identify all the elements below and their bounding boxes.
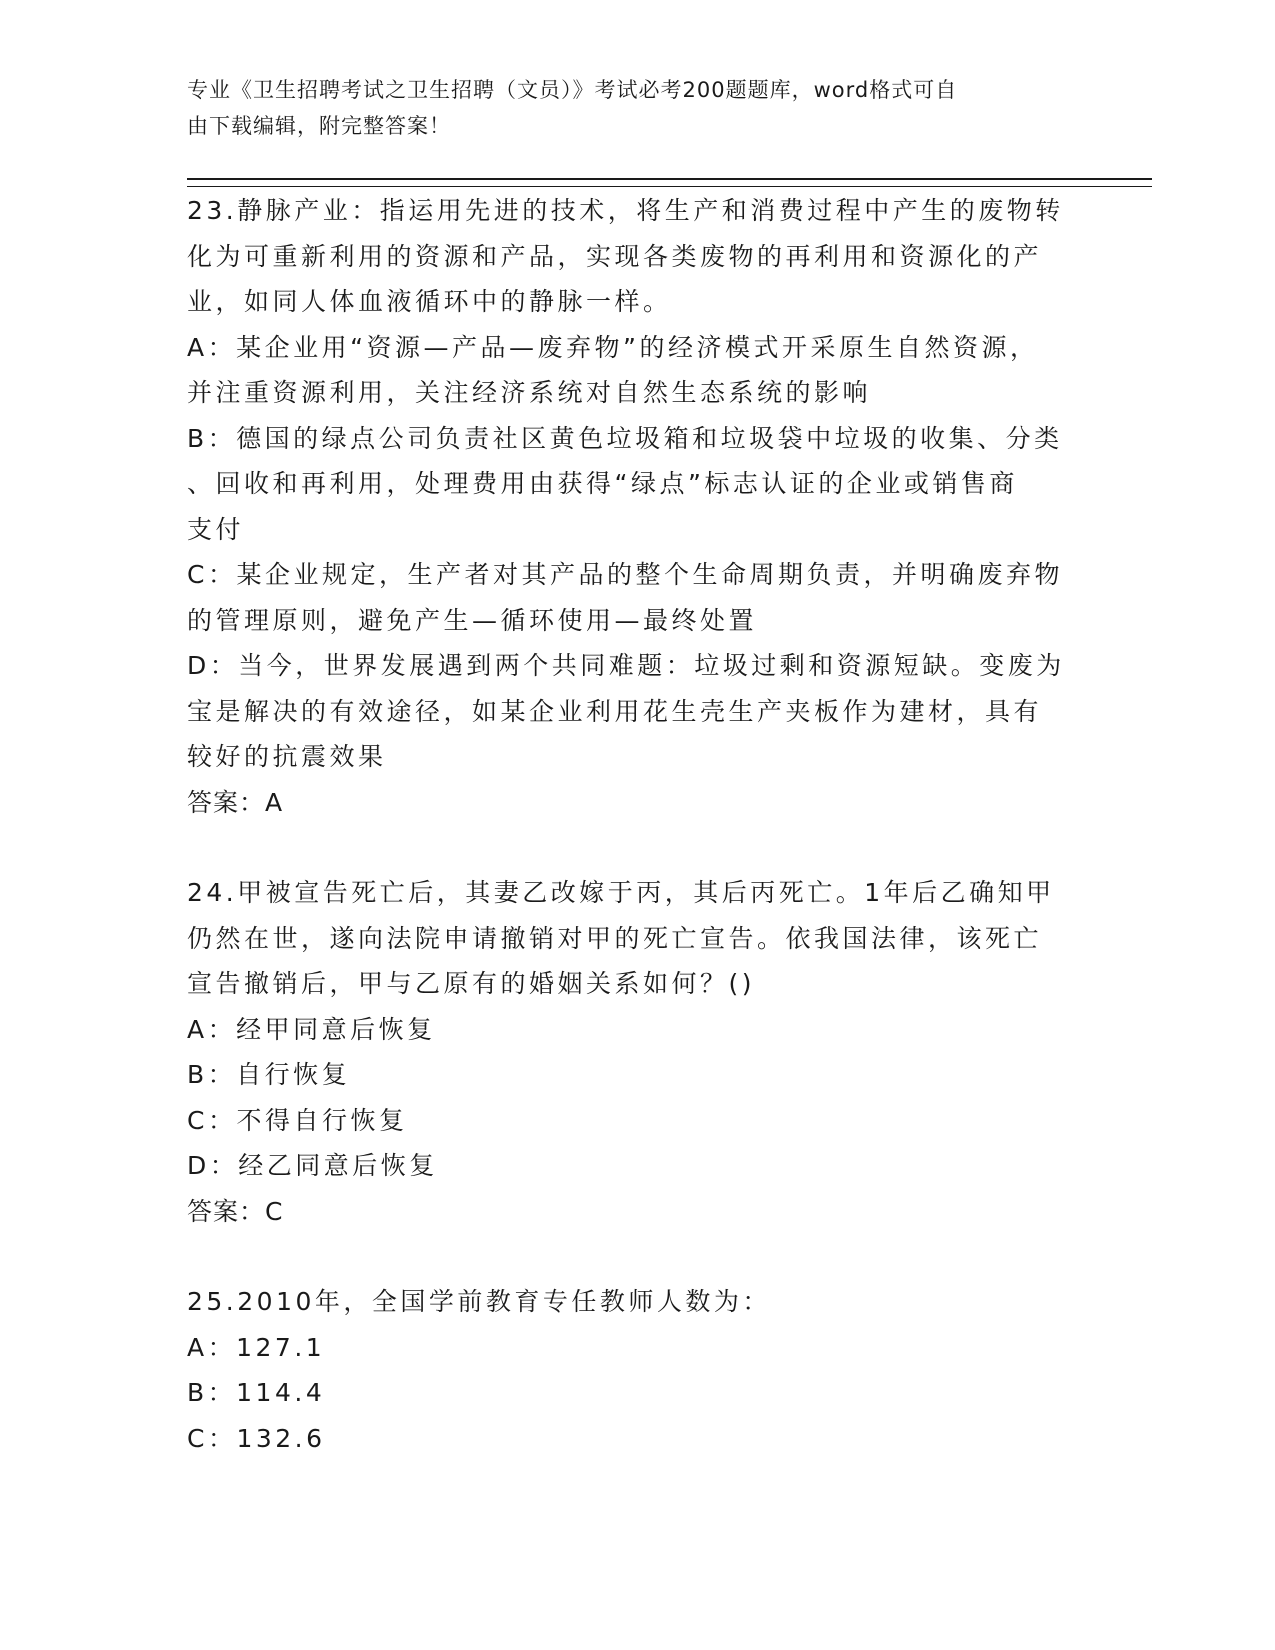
option-line: D：当今，世界发展遇到两个共同难题：垃圾过剩和资源短缺。变废为 xyxy=(187,651,1065,680)
question-stem-line: 25.2010年，全国学前教育专任教师人数为： xyxy=(187,1287,771,1316)
answer-line: 答案：A xyxy=(187,787,284,817)
option-line: 较好的抗震效果 xyxy=(187,742,387,771)
option-b: B：自行恢复 xyxy=(187,1060,351,1089)
question-stem-line: 24.甲被宣告死亡后，其妻乙改嫁于丙，其后丙死亡。1年后乙确知甲 xyxy=(187,878,1055,907)
option-c: C：132.6 xyxy=(187,1423,326,1453)
option-line: C：某企业规定，生产者对其产品的整个生命周期负责，并明确废弃物 xyxy=(187,560,1063,589)
option-a: A：127.1 xyxy=(187,1332,326,1362)
question-stem-line: 宣告撤销后，甲与乙原有的婚姻关系如何？() xyxy=(187,969,756,998)
document-header xyxy=(187,72,1067,144)
option-line: 的管理原则，避免产生—循环使用—最终处置 xyxy=(187,605,758,635)
option-c: C：不得自行恢复 xyxy=(187,1105,408,1135)
question-23 xyxy=(187,188,1067,825)
option-line: 、回收和再利用，处理费用由获得“绿点”标志认证的企业或销售商 xyxy=(187,469,1018,498)
question-stem-line: 23.静脉产业：指运用先进的技术，将生产和消费过程中产生的废物转 xyxy=(187,196,1064,225)
question-list xyxy=(187,188,1067,1461)
question-25 xyxy=(187,1279,1067,1461)
option-line: 并注重资源利用，关注经济系统对自然生态系统的影响 xyxy=(187,378,872,407)
option-b: B：114.4 xyxy=(187,1378,326,1407)
header-line: 专业《卫生招聘考试之卫生招聘（文员）》考试必考200题题库，word格式可自 xyxy=(187,78,958,102)
option-line: B：德国的绿点公司负责社区黄色垃圾箱和垃圾袋中垃圾的收集、分类 xyxy=(187,423,1063,453)
option-d: D：经乙同意后恢复 xyxy=(187,1151,438,1180)
answer-line: 答案：C xyxy=(187,1196,284,1226)
option-line: 宝是解决的有效途径，如某企业利用花生壳生产夹板作为建材，具有 xyxy=(187,696,1043,726)
question-spacer xyxy=(187,1234,1067,1279)
option-a xyxy=(187,325,1067,416)
option-line: 支付 xyxy=(187,514,245,544)
question-stem-line: 仍然在世，遂向法院申请撤销对甲的死亡宣告。依我国法律，该死亡 xyxy=(187,923,1043,953)
question-stem-line: 化为可重新利用的资源和产品，实现各类废物的再利用和资源化的产 xyxy=(187,241,1043,271)
option-a: A：经甲同意后恢复 xyxy=(187,1014,436,1044)
option-b xyxy=(187,416,1067,553)
header-line: 由下载编辑，附完整答案！ xyxy=(187,114,451,138)
question-24 xyxy=(187,870,1067,1234)
question-spacer xyxy=(187,825,1067,870)
option-d xyxy=(187,643,1067,780)
option-c xyxy=(187,552,1067,643)
option-line: A：某企业用“资源—产品—废弃物”的经济模式开采原生自然资源， xyxy=(187,332,1039,362)
question-stem-line: 业，如同人体血液循环中的静脉一样。 xyxy=(187,287,672,316)
header-divider xyxy=(187,178,1152,187)
